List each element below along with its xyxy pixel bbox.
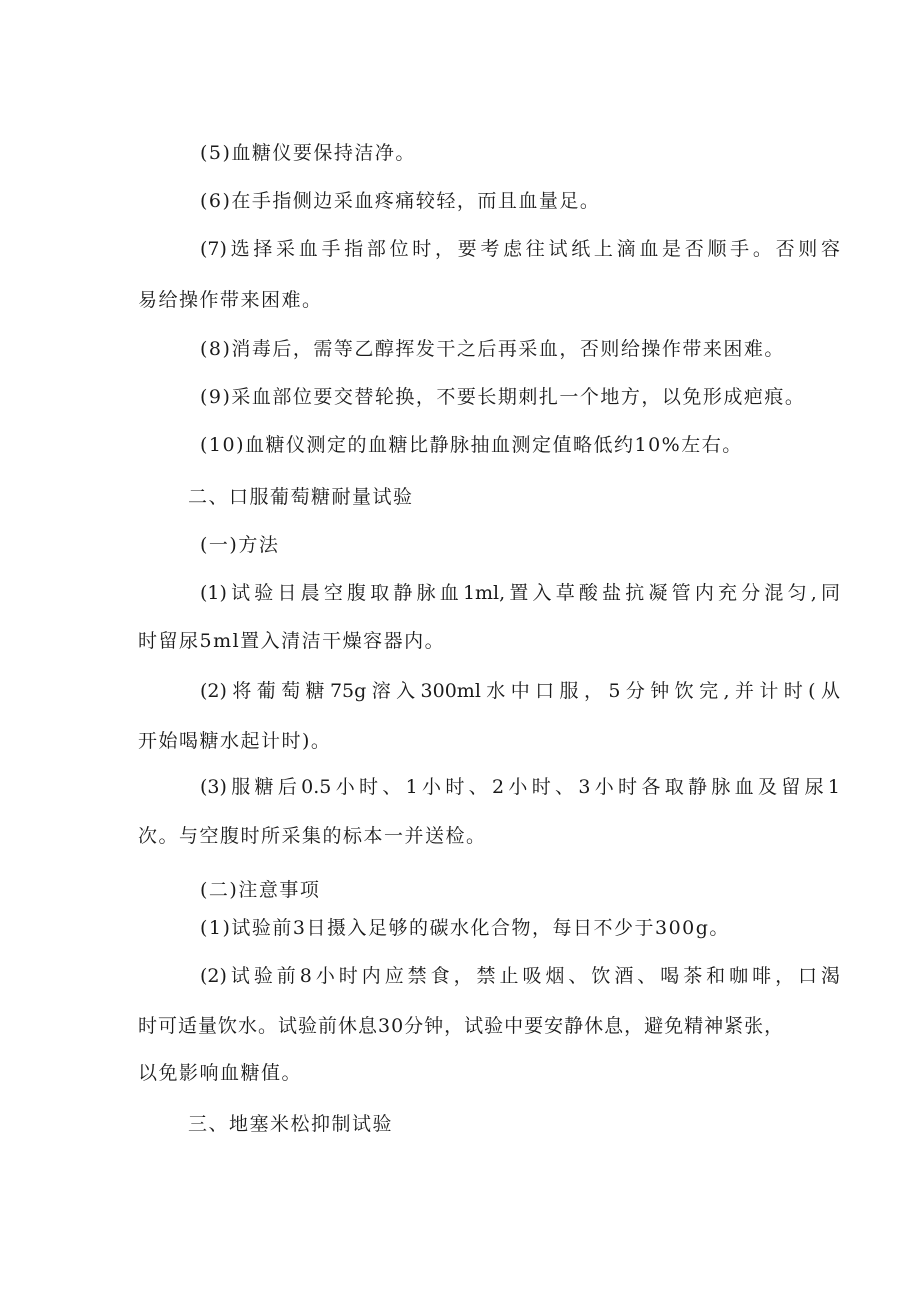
method-step-3-continued: 次。与空腹时所采集的标本一并送检。 <box>138 825 487 847</box>
section-heading-dexamethasone: 三、地塞米松抑制试验 <box>188 1113 394 1135</box>
note-line-9: (9)采血部位要交替轮换，不要长期刺扎一个地方，以免形成疤痕。 <box>200 386 806 408</box>
note-line-5: (5)血糖仪要保持洁净。 <box>200 142 416 164</box>
note-line-7-continued: 易给操作带来困难。 <box>138 289 323 311</box>
precaution-2: (2)试验前8小时内应禁食，禁止吸烟、饮酒、喝茶和咖啡，口渴 <box>200 965 840 987</box>
method-step-3: (3)服糖后0.5小时、1小时、2小时、3小时各取静脉血及留尿1 <box>200 776 840 798</box>
method-step-2-continued: 开始喝糖水起计时)。 <box>138 730 332 752</box>
method-step-2: (2)将葡萄糖75g溶入300ml水中口服，5分钟饮完,并计时(从 <box>200 680 840 702</box>
method-step-1-continued: 时留尿5ml置入清洁干燥容器内。 <box>138 630 446 652</box>
precaution-1: (1)试验前3日摄入足够的碳水化合物，每日不少于300g。 <box>200 917 730 939</box>
note-line-6: (6)在手指侧边采血疼痛较轻，而且血量足。 <box>200 190 601 212</box>
note-line-10: (10)血糖仪测定的血糖比静脉抽血测定值略低约10%左右。 <box>200 434 743 456</box>
subsection-heading-precautions: (二)注意事项 <box>200 879 321 901</box>
section-heading-ogtt: 二、口服葡萄糖耐量试验 <box>188 486 414 508</box>
method-step-1: (1)试验日晨空腹取静脉血1ml,置入草酸盐抗凝管内充分混匀,同 <box>200 582 840 604</box>
precaution-2-end: 以免影响血糖值。 <box>138 1062 303 1084</box>
subsection-heading-method: (一)方法 <box>200 534 280 556</box>
precaution-2-continued: 时可适量饮水。试验前休息30分钟，试验中要安静休息，避免精神紧张， <box>138 1015 785 1037</box>
note-line-8: (8)消毒后，需等乙醇挥发干之后再采血，否则给操作带来困难。 <box>200 338 785 360</box>
note-line-7: (7)选择采血手指部位时，要考虑往试纸上滴血是否顺手。否则容 <box>200 238 840 260</box>
